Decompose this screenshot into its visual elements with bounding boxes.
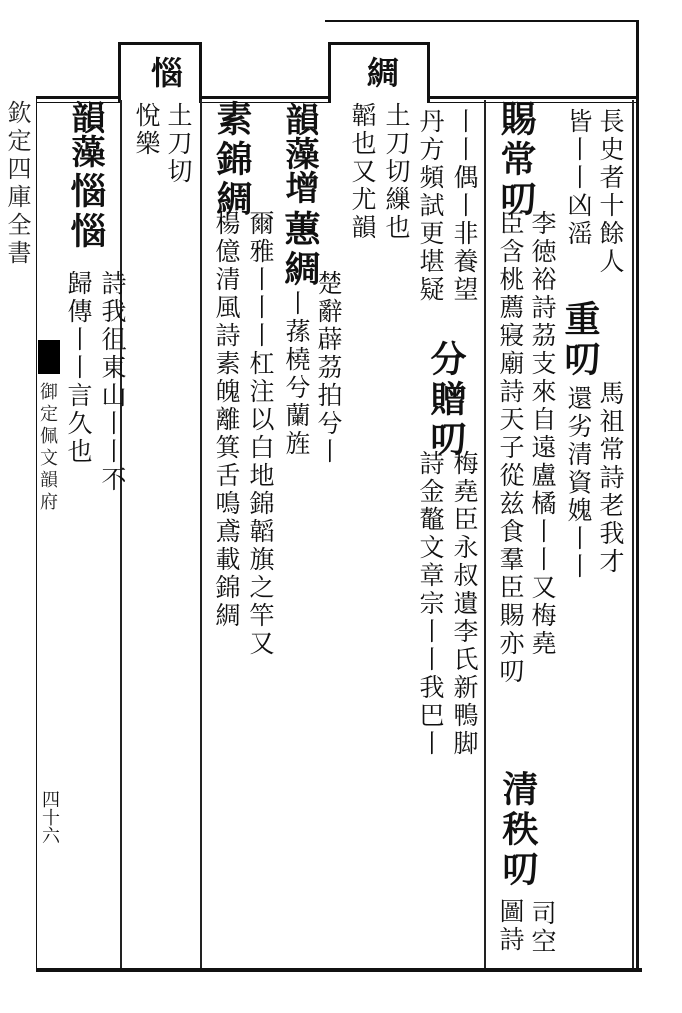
text-column-headword: 素錦綢 <box>211 100 253 220</box>
frame-bottom-rule <box>36 968 642 972</box>
text-column: 丨蓀橈兮蘭旌 <box>282 290 311 458</box>
text-column-headword: 重叨 <box>559 300 601 380</box>
column-rule <box>120 100 122 968</box>
text-column-headword: 惱惱 <box>65 172 107 252</box>
text-column-headword: 清秩叨 <box>497 770 539 890</box>
column-rule <box>484 100 486 968</box>
text-column: 李徳裕詩茘支來自遠盧橘丨丨又梅堯 <box>528 210 557 658</box>
text-column-headword: 蕙綢 <box>279 210 321 290</box>
text-column: 韜也又尤韻 <box>348 102 377 242</box>
text-column: 土刀切繅也 <box>382 102 411 242</box>
text-column: 土刀切 <box>164 102 193 186</box>
text-column-heading: 韻藻增 <box>279 102 319 204</box>
text-column: 悅樂 <box>132 102 161 158</box>
text-column-headword: 賜常叨 <box>495 100 537 220</box>
side-fishtail <box>38 340 60 374</box>
text-column: 丹方頻試更堪疑 <box>416 108 445 304</box>
page-number: 四十六 <box>39 790 60 844</box>
frame-right-rule <box>636 20 639 970</box>
text-column: 詩我徂東山丨丨不 <box>98 270 127 494</box>
text-column-heading: 韻藻 <box>65 100 105 168</box>
text-column: 皆丨丨凶滛 <box>564 108 593 248</box>
text-column: 爾雅丨丨丨杠注以白地錦韜旗之竿又 <box>246 210 275 658</box>
frame-top-line <box>325 20 639 22</box>
text-column: 長史者十餘人 <box>596 108 625 276</box>
text-column: 司空 <box>528 900 557 956</box>
text-column: 楚辭薜茘拍兮丨 <box>314 270 343 466</box>
text-column: 丨丨偶丨非養望 <box>450 108 479 304</box>
text-column: 臣含桃薦寢廟詩天子從兹食羣臣賜亦叨 <box>496 210 525 686</box>
tab-label-2: 綢 <box>362 56 400 88</box>
text-column: 還劣清資媿丨丨 <box>564 385 593 581</box>
text-column: 歸傳丨丨言久也 <box>64 270 93 466</box>
text-column: 圖詩 <box>496 898 525 954</box>
text-column: 詩金鼇文章宗丨丨我巴丨 <box>416 450 445 758</box>
tab-label-1: 惱 <box>146 56 184 88</box>
text-column-headword: 分贈叨 <box>425 340 467 460</box>
text-column: 馬祖常詩老我才 <box>596 380 625 576</box>
column-rule <box>632 100 634 968</box>
text-column: 梅堯臣永叔遺李氏新鴨脚 <box>450 450 479 758</box>
book-title: 御定佩文韻府 <box>37 382 58 514</box>
library-title: 欽定四庫全書 <box>3 100 31 268</box>
column-rule <box>200 100 202 968</box>
text-column: 楊億清風詩素魄離箕舌鳴鳶載錦綢 <box>212 210 241 630</box>
